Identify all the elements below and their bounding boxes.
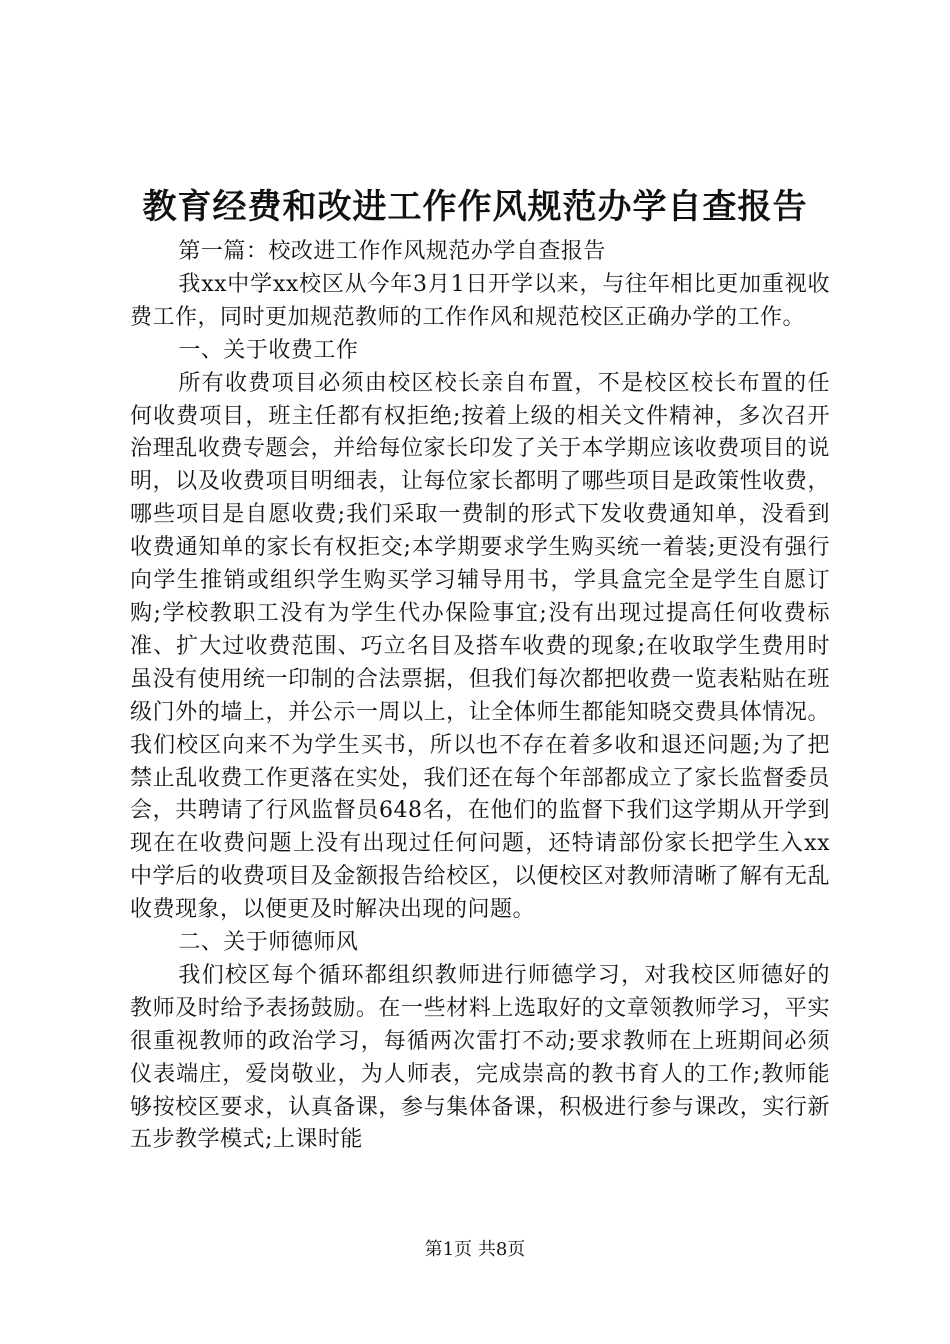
page-number-footer: 第1页 共8页 — [424, 1239, 526, 1260]
document-body — [130, 236, 830, 1157]
paragraph: 我xx中学xx校区从今年3月1日开学以来，与往年相比更加重视收费工作，同时更加规范教师的工作作风和规范校区正确办学的工作。 — [130, 271, 830, 330]
paragraph: 所有收费项目必须由校区校长亲自布置，不是校区校长布置的任何收费项目，班主任都有权拒绝;按着上级的相关文件精神，多次召开治理乱收费专题会，并给每位家长印发了关于本学期应该收费项目的说明，以及收费项目明细表，让每位家长都明了哪些项目是政策性收费，哪些项目是自愿收费;我们采取一费制的形式下发收费通知单，没看到收费通知单的家长有权拒交;本学期要求学生购买统一着装;更没有强行向学生推销或组织学生购买学习辅导用书，学具盒完全是学生自愿订购;学校教职工没有为学生代办保险事宜;没有出现过提高任何收费标准、扩大过收费范围、巧立名目及搭车收费的现象;在收取学生费用时虽没有使用统一印制的合法票据，但我们每次都把收费一览表粘贴在班级门外的墙上，并公示一周以上，让全体师生都能知晓交费具体情况。我们校区向来不为学生买书，所以也不存在着多收和退还问题;为了把禁止乱收费工作更落在实处，我们还在每个年部都成立了家长监督委员会，共聘请了行风监督员648名，在他们的监督下我们这学期从开学到现在在收费问题上没有出现过任何问题，还特请部份家长把学生入xx中学后的收费项目及金额报告给校区，以便校区对教师清晰了解有无乱收费现象，以便更及时解决出现的问题。 — [130, 370, 830, 923]
document-title: 教育经费和改进工作作风规范办学自查报告 — [142, 187, 808, 227]
paragraph: 我们校区每个循环都组织教师进行师德学习，对我校区师德好的教师及时给予表扬鼓励。在一些材料上选取好的文章领教师学习，平实很重视教师的政治学习，每循两次雷打不动;要求教师在上班期间必须仪表端庄，爱岗敬业，为人师表，完成崇高的教书育人的工作;教师能够按校区要求，认真备课，参与集体备课，积极进行参与课改，实行新五步教学模式;上课时能 — [130, 962, 830, 1153]
section-heading: 二、关于师德师风 — [178, 930, 359, 956]
section-heading: 一、关于收费工作 — [178, 337, 359, 363]
section-heading: 第一篇：校改进工作作风规范办学自查报告 — [178, 239, 606, 264]
